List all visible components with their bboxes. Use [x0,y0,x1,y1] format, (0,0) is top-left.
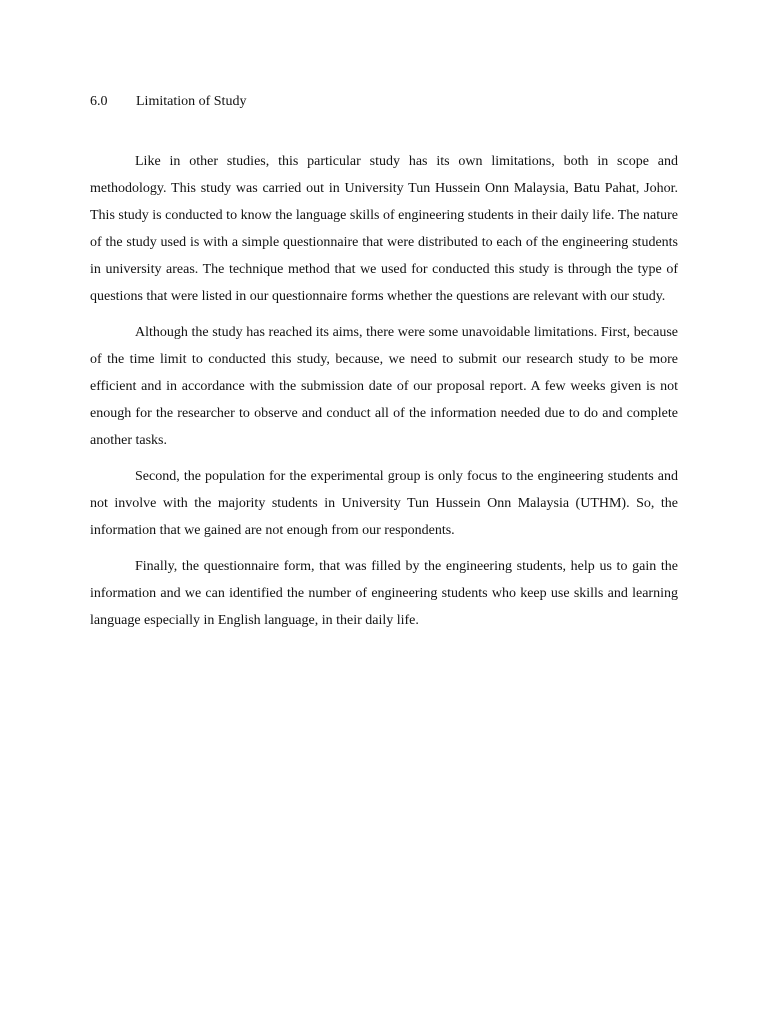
section-title: Limitation of Study [136,94,247,109]
section-heading [90,93,246,111]
paragraph-questionnaire: Finally, the questionnaire form, that was filled by the engineering students, help us to gain the information and we can identified the number of engineering students who keep use skills and learning language especially in English language, in their daily life. [90,559,678,628]
section-number: 6.0 [90,94,108,109]
section-body [90,148,678,643]
paragraph-scope-methodology: Like in other studies, this particular study has its own limitations, both in scope and methodology. This study was carried out in University Tun Hussein Onn Malaysia, Batu Pahat, Johor. This study is conducted to know the language skills of engineering students in their daily life. The nature of the study used is with a simple questionnaire that were distributed to each of the engineering students in university areas. The technique method that we used for conducted this study is through the type of questions that were listed in our questionnaire forms whether the questions are relevant with our study. [90,154,678,304]
paragraph-population: Second, the population for the experimental group is only focus to the engineering students and not involve with the majority students in University Tun Hussein Onn Malaysia (UTHM). So, the information that we gained are not enough from our respondents. [90,469,678,538]
paragraph-time-limit: Although the study has reached its aims, there were some unavoidable limitations. First, because of the time limit to conducted this study, because, we need to submit our research study to be more efficient and in accordance with the submission date of our proposal report. A few weeks given is not enough for the researcher to observe and conduct all of the information needed due to do and complete another tasks. [90,325,678,448]
